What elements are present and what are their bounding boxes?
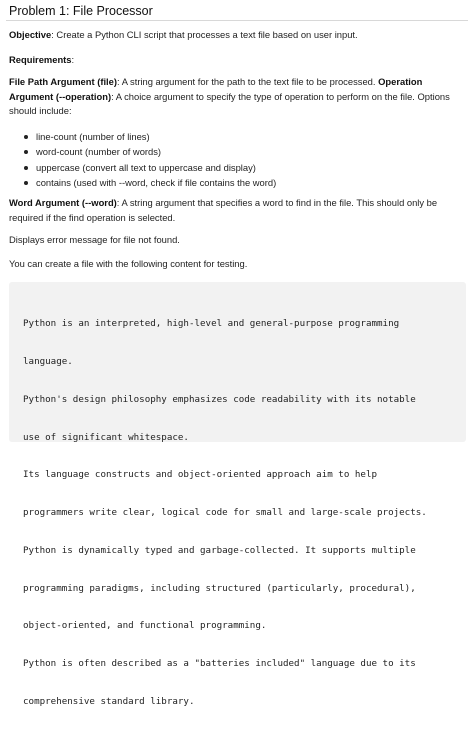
code-line: Its language constructs and object-oriented approach aim to help [23, 469, 378, 481]
file-arg-label: File Path Argument (file) [9, 76, 117, 87]
word-arg-text: : A string argument that specifies a word to find in the file. This should only be required if the find operation is selected. [9, 197, 438, 223]
requirements-heading [9, 53, 464, 68]
operation-arg-text: : A choice argument to specify the type of operation to perform on the file. Options should include: [9, 90, 450, 116]
code-line: Python is an interpreted, high-level and general-purpose programming [23, 318, 400, 330]
code-line: comprehensive standard library. [23, 696, 195, 707]
requirements-colon: : [71, 54, 75, 65]
code-line: language. [23, 355, 73, 367]
objective-text: : Create a Python CLI script that processes a text file based on user input. [51, 29, 358, 40]
code-line: use of significant whitespace. [23, 431, 189, 443]
title-divider [6, 20, 468, 21]
file-arg-text: : A string argument for the path to the text file to be processed. [117, 76, 379, 87]
objective-paragraph [9, 28, 464, 43]
list-item: uppercase (convert all text to uppercase and display) [24, 160, 276, 175]
code-line: Python's design philosophy emphasizes code readability with its notable [23, 393, 416, 405]
requirements-label: Requirements [9, 54, 72, 65]
code-line: programming paradigms, including structured (particularly, procedural), [23, 582, 416, 594]
arguments-paragraph [9, 75, 464, 119]
error-message-paragraph: Displays error message for file not found. [9, 234, 180, 245]
page-title: Problem 1: File Processor [9, 4, 153, 18]
code-line: Python is dynamically typed and garbage-collected. It supports multiple [23, 544, 416, 556]
word-arg-label: Word Argument (--word) [9, 197, 117, 208]
list-item: line-count (number of lines) [24, 129, 276, 144]
word-arg-paragraph [9, 196, 464, 225]
objective-label: Objective [9, 29, 52, 40]
list-item: contains (used with --word, check if file contains the word) [24, 175, 276, 190]
operation-arg-label: Operation Argument (--operation) [9, 76, 423, 102]
code-line: Python is often described as a "batteries included" language due to its [23, 658, 416, 670]
code-line: programmers write clear, logical code for small and large-scale projects. [23, 507, 427, 519]
list-item: word-count (number of words) [24, 144, 276, 159]
code-line: object-oriented, and functional programming. [23, 620, 267, 632]
code-content [23, 293, 427, 734]
operation-options-list [24, 129, 276, 190]
create-file-paragraph: You can create a file with the following content for testing. [9, 258, 248, 269]
